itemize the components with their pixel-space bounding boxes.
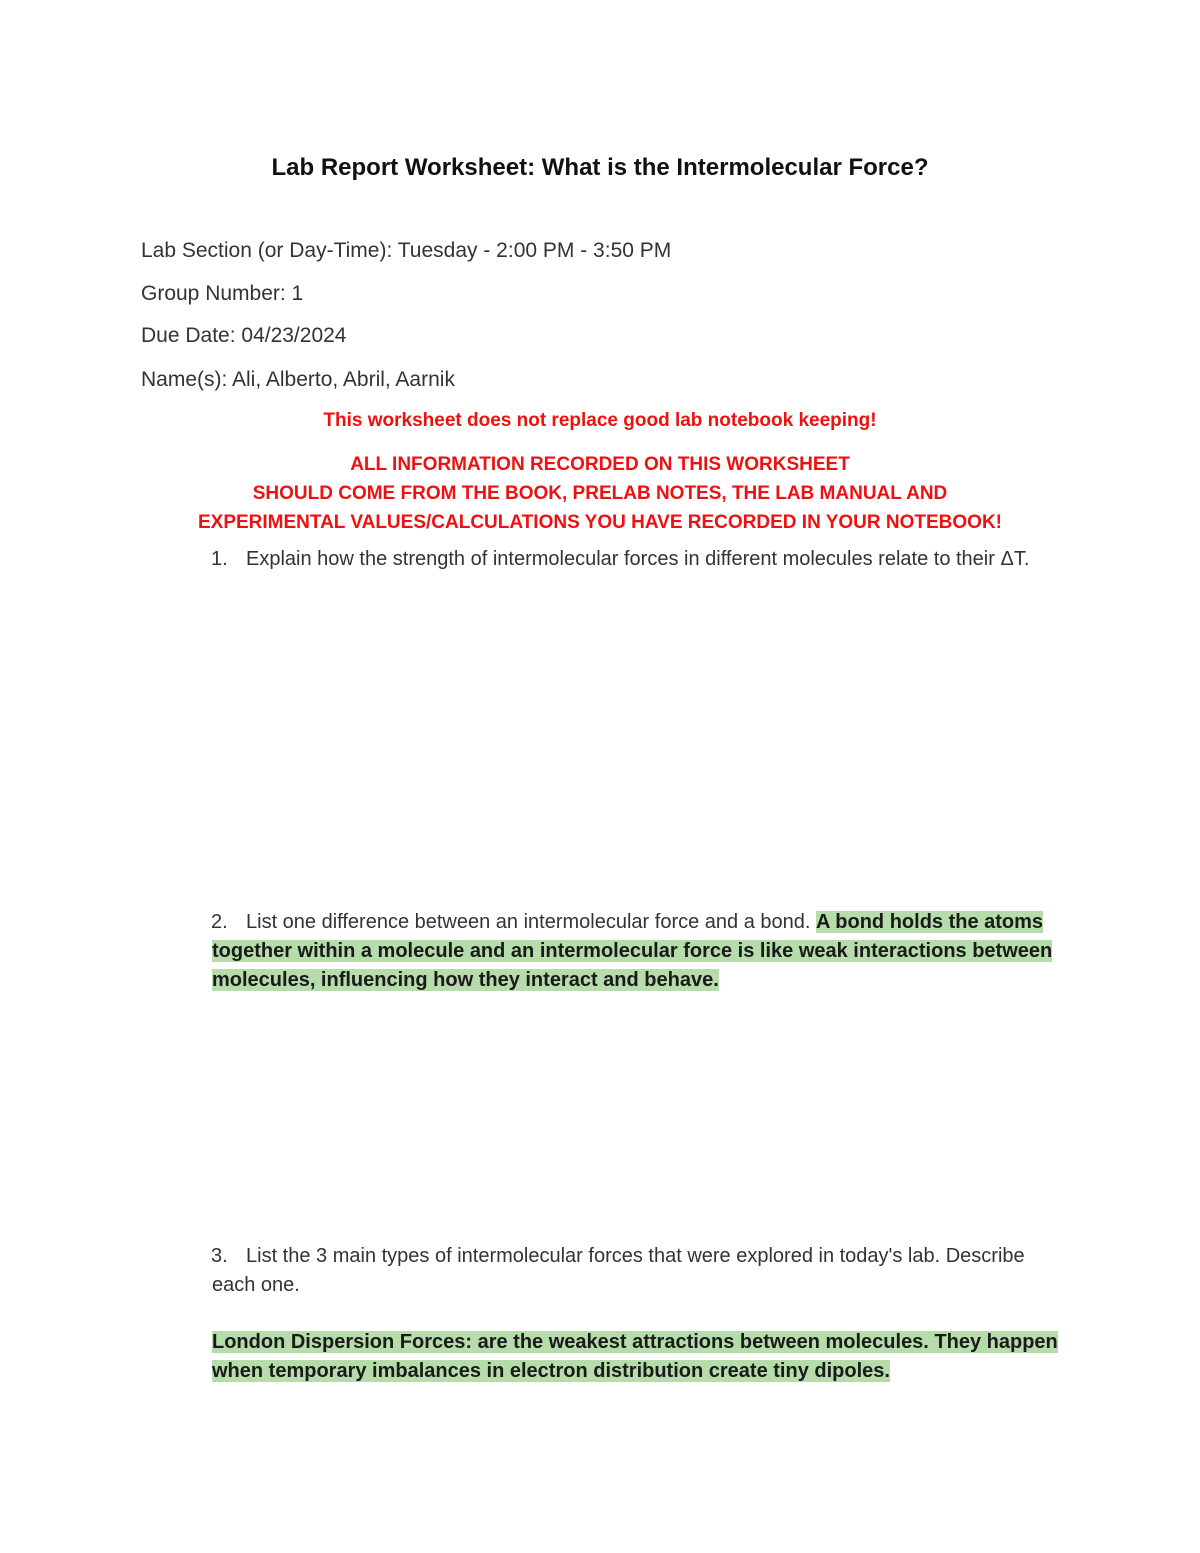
question-3-answer — [212, 1328, 1072, 1386]
question-number: 1. — [211, 548, 228, 570]
group-number-field: Group Number: 1 — [141, 282, 304, 305]
names-field: Name(s): Ali, Alberto, Abril, Aarnik — [141, 368, 455, 391]
answer-text: London Dispersion Forces: are the weakest attractions between molecules. They happen when temporary imbalances in electron distribution create tiny dipoles. — [212, 1331, 1058, 1382]
instruction-line: EXPERIMENTAL VALUES/CALCULATIONS YOU HAVE RECORDED IN YOUR NOTEBOOK! — [197, 512, 1003, 533]
question-number: 2. — [211, 911, 228, 933]
question-number: 3. — [211, 1245, 228, 1267]
page-title: Lab Report Worksheet: What is the Intermolecular Force? — [271, 154, 929, 181]
question-text: List the 3 main types of intermolecular forces that were explored in today's lab. Describe each one. — [212, 1245, 1025, 1296]
instruction-line: ALL INFORMATION RECORDED ON THIS WORKSHEET — [350, 454, 850, 475]
lab-section-field: Lab Section (or Day-Time): Tuesday - 2:00 PM - 3:50 PM — [141, 239, 672, 262]
question-1 — [212, 545, 1072, 574]
answer-text: A bond holds the atoms together within a molecule and an intermolecular force is like weak interactions between molecules, influencing how they interact and behave. — [212, 911, 1053, 991]
question-text: Explain how the strength of intermolecular forces in different molecules relate to their ΔT. — [246, 548, 1030, 570]
question-3 — [212, 1242, 1072, 1300]
instructions-block — [0, 450, 1200, 537]
question-text: List one difference between an intermolecular force and a bond. — [246, 911, 811, 933]
question-2 — [212, 908, 1072, 995]
question-2-line — [212, 908, 1072, 995]
instruction-line: SHOULD COME FROM THE BOOK, PRELAB NOTES, THE LAB MANUAL AND — [252, 483, 948, 504]
due-date-field: Due Date: 04/23/2024 — [141, 324, 347, 347]
notebook-notice: This worksheet does not replace good lab notebook keeping! — [323, 410, 877, 431]
